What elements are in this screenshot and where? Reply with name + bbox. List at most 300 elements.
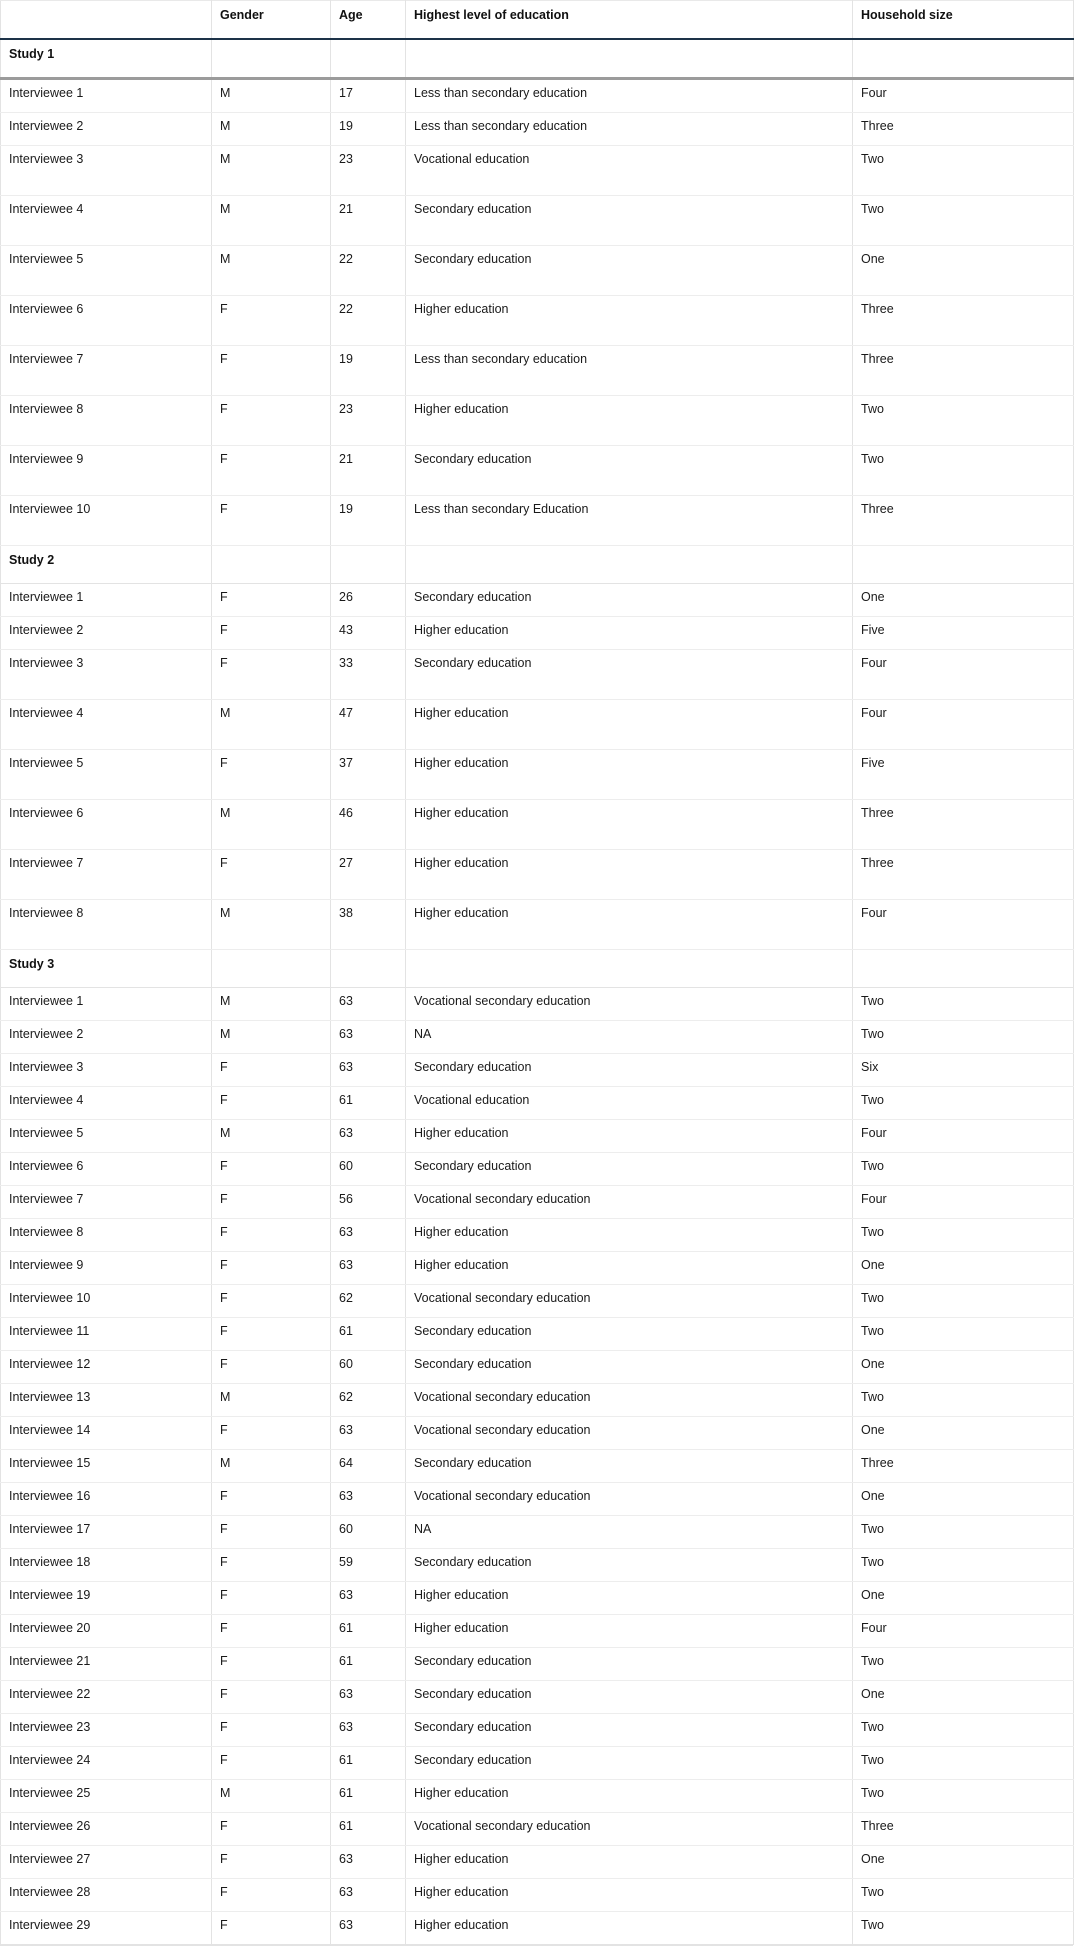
cell-age: 63: [331, 1582, 406, 1615]
cell-gender: M: [212, 113, 331, 146]
cell-household-size: Two: [853, 1285, 1074, 1318]
cell-education: Higher education: [406, 1252, 853, 1285]
cell-gender: F: [212, 1846, 331, 1879]
cell-education: Less than secondary education: [406, 346, 853, 396]
table-row: [1, 1681, 1074, 1714]
cell-education: Vocational secondary education: [406, 1285, 853, 1318]
cell-household-size: One: [853, 1351, 1074, 1384]
cell-age: 63: [331, 1681, 406, 1714]
cell-education: Higher education: [406, 800, 853, 850]
cell-household-size: Three: [853, 346, 1074, 396]
table-row: [1, 1219, 1074, 1252]
cell-education: Vocational secondary education: [406, 1384, 853, 1417]
cell-gender: F: [212, 1813, 331, 1846]
table-row: [1, 700, 1074, 750]
study-group-empty-cell: [406, 546, 853, 584]
cell-interviewee: Interviewee 4: [1, 1087, 212, 1120]
column-header-age: Age: [331, 1, 406, 40]
table-row: [1, 584, 1074, 617]
study-group-title: Study 1: [1, 39, 212, 79]
table-row: [1, 1483, 1074, 1516]
cell-household-size: Two: [853, 1648, 1074, 1681]
cell-gender: M: [212, 1384, 331, 1417]
cell-age: 60: [331, 1153, 406, 1186]
study-group-empty-cell: [406, 39, 853, 79]
cell-household-size: Two: [853, 1153, 1074, 1186]
column-header-interviewee: [1, 1, 212, 40]
cell-interviewee: Interviewee 14: [1, 1417, 212, 1450]
table-row: [1, 496, 1074, 546]
cell-education: Higher education: [406, 1846, 853, 1879]
study-group-title: Study 3: [1, 950, 212, 988]
cell-interviewee: Interviewee 4: [1, 196, 212, 246]
cell-interviewee: Interviewee 13: [1, 1384, 212, 1417]
table-row: [1, 1516, 1074, 1549]
cell-gender: F: [212, 584, 331, 617]
cell-household-size: Three: [853, 296, 1074, 346]
study-group-empty-cell: [406, 950, 853, 988]
cell-age: 63: [331, 1120, 406, 1153]
table-row: [1, 246, 1074, 296]
cell-interviewee: Interviewee 7: [1, 1186, 212, 1219]
table-row: [1, 346, 1074, 396]
table-row: [1, 1054, 1074, 1087]
cell-gender: M: [212, 1450, 331, 1483]
cell-gender: F: [212, 1582, 331, 1615]
cell-gender: F: [212, 1516, 331, 1549]
cell-interviewee: Interviewee 16: [1, 1483, 212, 1516]
cell-household-size: Two: [853, 1549, 1074, 1582]
cell-education: Vocational secondary education: [406, 1417, 853, 1450]
cell-interviewee: Interviewee 23: [1, 1714, 212, 1747]
table-header: [1, 1, 1074, 40]
table-header-row: [1, 1, 1074, 40]
cell-age: 22: [331, 246, 406, 296]
cell-age: 62: [331, 1285, 406, 1318]
cell-gender: F: [212, 1417, 331, 1450]
cell-age: 37: [331, 750, 406, 800]
cell-age: 61: [331, 1087, 406, 1120]
study-group-empty-cell: [853, 950, 1074, 988]
cell-household-size: Three: [853, 1813, 1074, 1846]
cell-household-size: Five: [853, 617, 1074, 650]
cell-gender: F: [212, 750, 331, 800]
cell-interviewee: Interviewee 22: [1, 1681, 212, 1714]
cell-household-size: Three: [853, 113, 1074, 146]
cell-education: Less than secondary Education: [406, 496, 853, 546]
cell-household-size: Four: [853, 650, 1074, 700]
cell-gender: F: [212, 1681, 331, 1714]
cell-interviewee: Interviewee 15: [1, 1450, 212, 1483]
cell-household-size: Two: [853, 1219, 1074, 1252]
cell-household-size: Three: [853, 496, 1074, 546]
study-group-empty-cell: [853, 39, 1074, 79]
cell-gender: F: [212, 1285, 331, 1318]
cell-gender: F: [212, 296, 331, 346]
table-row: [1, 296, 1074, 346]
cell-education: Secondary education: [406, 1714, 853, 1747]
cell-household-size: Four: [853, 1120, 1074, 1153]
cell-gender: F: [212, 1714, 331, 1747]
cell-household-size: Two: [853, 396, 1074, 446]
cell-gender: F: [212, 1879, 331, 1912]
cell-age: 22: [331, 296, 406, 346]
cell-education: Higher education: [406, 1879, 853, 1912]
cell-education: Vocational education: [406, 1087, 853, 1120]
cell-interviewee: Interviewee 8: [1, 1219, 212, 1252]
cell-age: 62: [331, 1384, 406, 1417]
cell-gender: F: [212, 1747, 331, 1780]
cell-education: Secondary education: [406, 1153, 853, 1186]
cell-household-size: One: [853, 1846, 1074, 1879]
cell-interviewee: Interviewee 5: [1, 1120, 212, 1153]
cell-gender: F: [212, 617, 331, 650]
cell-household-size: One: [853, 584, 1074, 617]
cell-age: 61: [331, 1615, 406, 1648]
cell-interviewee: Interviewee 9: [1, 446, 212, 496]
cell-age: 23: [331, 396, 406, 446]
cell-gender: M: [212, 1780, 331, 1813]
table-row: [1, 1087, 1074, 1120]
cell-gender: F: [212, 1087, 331, 1120]
cell-interviewee: Interviewee 29: [1, 1912, 212, 1945]
table-row: [1, 1351, 1074, 1384]
cell-age: 61: [331, 1747, 406, 1780]
cell-gender: F: [212, 1219, 331, 1252]
cell-interviewee: Interviewee 12: [1, 1351, 212, 1384]
study-group-empty-cell: [212, 546, 331, 584]
cell-interviewee: Interviewee 5: [1, 246, 212, 296]
cell-age: 43: [331, 617, 406, 650]
column-header-education: Highest level of education: [406, 1, 853, 40]
study-group-empty-cell: [212, 950, 331, 988]
cell-age: 63: [331, 1483, 406, 1516]
cell-age: 63: [331, 1912, 406, 1945]
table-row: [1, 800, 1074, 850]
cell-interviewee: Interviewee 3: [1, 1054, 212, 1087]
cell-household-size: Four: [853, 1186, 1074, 1219]
cell-gender: F: [212, 1615, 331, 1648]
cell-age: 63: [331, 1417, 406, 1450]
cell-education: Vocational education: [406, 146, 853, 196]
table-row: [1, 1252, 1074, 1285]
cell-household-size: Two: [853, 1516, 1074, 1549]
cell-household-size: Two: [853, 1318, 1074, 1351]
table-row: [1, 988, 1074, 1021]
cell-interviewee: Interviewee 20: [1, 1615, 212, 1648]
cell-age: 19: [331, 113, 406, 146]
study-group-title: Study 2: [1, 546, 212, 584]
cell-interviewee: Interviewee 2: [1, 113, 212, 146]
cell-education: Secondary education: [406, 650, 853, 700]
cell-age: 61: [331, 1780, 406, 1813]
cell-gender: M: [212, 800, 331, 850]
table-row: [1, 1384, 1074, 1417]
cell-education: Higher education: [406, 1219, 853, 1252]
cell-gender: F: [212, 1186, 331, 1219]
cell-gender: F: [212, 1054, 331, 1087]
cell-household-size: Two: [853, 1714, 1074, 1747]
cell-education: Secondary education: [406, 246, 853, 296]
cell-age: 46: [331, 800, 406, 850]
cell-gender: F: [212, 650, 331, 700]
table-row: [1, 1021, 1074, 1054]
cell-gender: M: [212, 146, 331, 196]
cell-age: 61: [331, 1318, 406, 1351]
cell-age: 17: [331, 79, 406, 113]
cell-age: 59: [331, 1549, 406, 1582]
cell-education: Less than secondary education: [406, 79, 853, 113]
cell-interviewee: Interviewee 6: [1, 800, 212, 850]
cell-interviewee: Interviewee 6: [1, 1153, 212, 1186]
table-row: [1, 1912, 1074, 1945]
table-row: [1, 1285, 1074, 1318]
cell-age: 33: [331, 650, 406, 700]
cell-interviewee: Interviewee 21: [1, 1648, 212, 1681]
cell-age: 60: [331, 1516, 406, 1549]
cell-age: 26: [331, 584, 406, 617]
cell-household-size: Four: [853, 700, 1074, 750]
cell-age: 56: [331, 1186, 406, 1219]
cell-education: Secondary education: [406, 1318, 853, 1351]
cell-household-size: Two: [853, 146, 1074, 196]
cell-household-size: Four: [853, 1615, 1074, 1648]
cell-education: Higher education: [406, 750, 853, 800]
cell-gender: F: [212, 1252, 331, 1285]
cell-age: 19: [331, 496, 406, 546]
cell-gender: F: [212, 850, 331, 900]
cell-gender: M: [212, 1021, 331, 1054]
cell-interviewee: Interviewee 17: [1, 1516, 212, 1549]
cell-household-size: Six: [853, 1054, 1074, 1087]
study-group-empty-cell: [331, 950, 406, 988]
table-row: [1, 1318, 1074, 1351]
table-row: [1, 617, 1074, 650]
cell-interviewee: Interviewee 11: [1, 1318, 212, 1351]
table-row: [1, 850, 1074, 900]
study-group-header-row: [1, 546, 1074, 584]
cell-education: NA: [406, 1516, 853, 1549]
cell-education: Higher education: [406, 617, 853, 650]
table-row: [1, 1714, 1074, 1747]
cell-age: 63: [331, 1252, 406, 1285]
cell-gender: M: [212, 700, 331, 750]
cell-interviewee: Interviewee 8: [1, 900, 212, 950]
cell-age: 63: [331, 988, 406, 1021]
cell-education: Less than secondary education: [406, 113, 853, 146]
cell-household-size: One: [853, 1483, 1074, 1516]
cell-household-size: One: [853, 246, 1074, 296]
cell-interviewee: Interviewee 5: [1, 750, 212, 800]
cell-gender: F: [212, 1318, 331, 1351]
cell-interviewee: Interviewee 19: [1, 1582, 212, 1615]
cell-interviewee: Interviewee 26: [1, 1813, 212, 1846]
cell-household-size: Five: [853, 750, 1074, 800]
cell-gender: M: [212, 196, 331, 246]
cell-age: 63: [331, 1714, 406, 1747]
cell-gender: F: [212, 1549, 331, 1582]
cell-interviewee: Interviewee 25: [1, 1780, 212, 1813]
cell-interviewee: Interviewee 24: [1, 1747, 212, 1780]
cell-education: Vocational secondary education: [406, 1483, 853, 1516]
cell-gender: M: [212, 1120, 331, 1153]
cell-household-size: Four: [853, 79, 1074, 113]
cell-household-size: Two: [853, 446, 1074, 496]
table-row: [1, 1120, 1074, 1153]
cell-education: Secondary education: [406, 1549, 853, 1582]
cell-age: 63: [331, 1219, 406, 1252]
cell-interviewee: Interviewee 28: [1, 1879, 212, 1912]
cell-education: Higher education: [406, 850, 853, 900]
cell-gender: M: [212, 900, 331, 950]
cell-age: 38: [331, 900, 406, 950]
cell-age: 21: [331, 196, 406, 246]
table-row: [1, 1582, 1074, 1615]
cell-education: Secondary education: [406, 196, 853, 246]
cell-household-size: Two: [853, 1780, 1074, 1813]
table-row: [1, 1450, 1074, 1483]
cell-household-size: Three: [853, 1450, 1074, 1483]
cell-education: Secondary education: [406, 1648, 853, 1681]
table-row: [1, 1549, 1074, 1582]
cell-interviewee: Interviewee 3: [1, 650, 212, 700]
cell-age: 47: [331, 700, 406, 750]
cell-age: 19: [331, 346, 406, 396]
cell-age: 27: [331, 850, 406, 900]
cell-age: 23: [331, 146, 406, 196]
cell-age: 61: [331, 1813, 406, 1846]
cell-gender: F: [212, 1153, 331, 1186]
cell-household-size: Four: [853, 900, 1074, 950]
cell-interviewee: Interviewee 2: [1, 617, 212, 650]
cell-education: Higher education: [406, 1582, 853, 1615]
cell-interviewee: Interviewee 9: [1, 1252, 212, 1285]
cell-interviewee: Interviewee 18: [1, 1549, 212, 1582]
cell-interviewee: Interviewee 1: [1, 79, 212, 113]
table-row: [1, 113, 1074, 146]
cell-gender: M: [212, 79, 331, 113]
cell-interviewee: Interviewee 1: [1, 584, 212, 617]
study-group-empty-cell: [331, 39, 406, 79]
cell-gender: F: [212, 1648, 331, 1681]
study-group-empty-cell: [331, 546, 406, 584]
cell-age: 64: [331, 1450, 406, 1483]
table-row: [1, 396, 1074, 446]
cell-age: 60: [331, 1351, 406, 1384]
table-row: [1, 900, 1074, 950]
table-row: [1, 650, 1074, 700]
table-row: [1, 1186, 1074, 1219]
cell-interviewee: Interviewee 2: [1, 1021, 212, 1054]
table-row: [1, 1879, 1074, 1912]
cell-interviewee: Interviewee 27: [1, 1846, 212, 1879]
cell-interviewee: Interviewee 7: [1, 346, 212, 396]
cell-education: Vocational secondary education: [406, 1813, 853, 1846]
cell-gender: F: [212, 496, 331, 546]
table-row: [1, 1813, 1074, 1846]
cell-gender: F: [212, 446, 331, 496]
cell-household-size: Two: [853, 1912, 1074, 1945]
cell-education: Higher education: [406, 296, 853, 346]
cell-household-size: Two: [853, 1087, 1074, 1120]
cell-education: Secondary education: [406, 584, 853, 617]
cell-age: 63: [331, 1021, 406, 1054]
cell-education: Secondary education: [406, 1747, 853, 1780]
table-row: [1, 750, 1074, 800]
cell-interviewee: Interviewee 1: [1, 988, 212, 1021]
cell-household-size: One: [853, 1681, 1074, 1714]
cell-education: Secondary education: [406, 1054, 853, 1087]
cell-education: Secondary education: [406, 1450, 853, 1483]
cell-household-size: One: [853, 1252, 1074, 1285]
cell-interviewee: Interviewee 7: [1, 850, 212, 900]
column-header-gender: Gender: [212, 1, 331, 40]
cell-education: Higher education: [406, 1120, 853, 1153]
study-group-header-row: [1, 950, 1074, 988]
cell-interviewee: Interviewee 3: [1, 146, 212, 196]
cell-household-size: Two: [853, 1021, 1074, 1054]
cell-interviewee: Interviewee 8: [1, 396, 212, 446]
cell-household-size: One: [853, 1417, 1074, 1450]
cell-household-size: Two: [853, 1747, 1074, 1780]
cell-interviewee: Interviewee 4: [1, 700, 212, 750]
cell-education: Higher education: [406, 1780, 853, 1813]
cell-age: 63: [331, 1879, 406, 1912]
cell-education: NA: [406, 1021, 853, 1054]
cell-education: Higher education: [406, 1615, 853, 1648]
cell-education: Higher education: [406, 1912, 853, 1945]
cell-household-size: Two: [853, 1384, 1074, 1417]
cell-household-size: Two: [853, 196, 1074, 246]
table-row: [1, 1846, 1074, 1879]
cell-education: Secondary education: [406, 446, 853, 496]
cell-education: Secondary education: [406, 1681, 853, 1714]
cell-gender: F: [212, 1912, 331, 1945]
table-row: [1, 1615, 1074, 1648]
table-row: [1, 1780, 1074, 1813]
table-row: [1, 1417, 1074, 1450]
cell-education: Higher education: [406, 700, 853, 750]
cell-age: 63: [331, 1054, 406, 1087]
cell-gender: F: [212, 1351, 331, 1384]
cell-gender: F: [212, 346, 331, 396]
cell-education: Higher education: [406, 900, 853, 950]
table-row: [1, 1153, 1074, 1186]
study-group-empty-cell: [853, 546, 1074, 584]
study-group-header-row: [1, 39, 1074, 79]
cell-education: Vocational secondary education: [406, 1186, 853, 1219]
cell-household-size: Three: [853, 800, 1074, 850]
cell-household-size: Two: [853, 988, 1074, 1021]
cell-age: 63: [331, 1846, 406, 1879]
column-header-household-size: Household size: [853, 1, 1074, 40]
cell-gender: M: [212, 988, 331, 1021]
cell-household-size: Three: [853, 850, 1074, 900]
cell-interviewee: Interviewee 10: [1, 1285, 212, 1318]
table-row: [1, 1648, 1074, 1681]
cell-household-size: Two: [853, 1879, 1074, 1912]
cell-household-size: One: [853, 1582, 1074, 1615]
table-row: [1, 1747, 1074, 1780]
cell-gender: F: [212, 396, 331, 446]
cell-interviewee: Interviewee 6: [1, 296, 212, 346]
cell-age: 61: [331, 1648, 406, 1681]
cell-interviewee: Interviewee 10: [1, 496, 212, 546]
cell-education: Secondary education: [406, 1351, 853, 1384]
cell-age: 21: [331, 446, 406, 496]
cell-gender: F: [212, 1483, 331, 1516]
table-row: [1, 446, 1074, 496]
